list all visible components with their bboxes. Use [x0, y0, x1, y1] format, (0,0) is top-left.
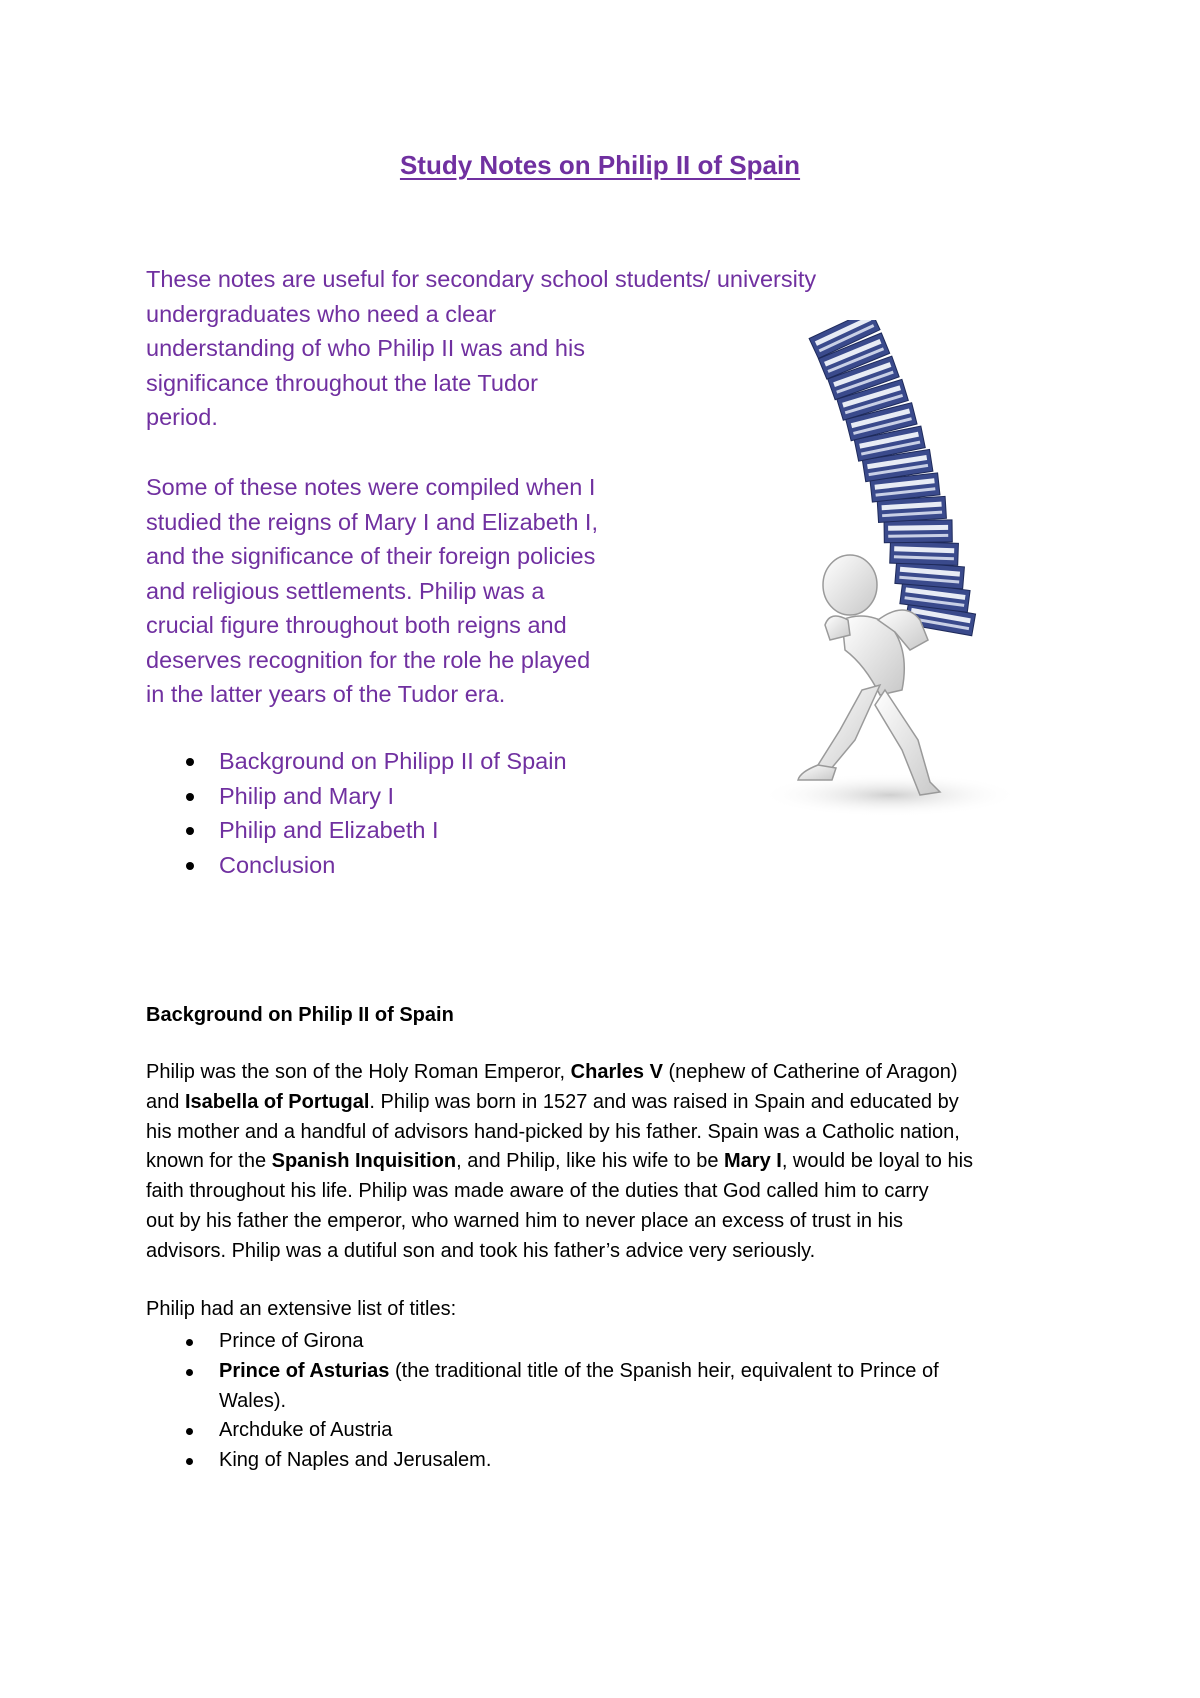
- text-run: and: [146, 1090, 185, 1113]
- titles-intro: Philip had an extensive list of titles:: [146, 1298, 457, 1320]
- text-run: . Philip was born in 1527 and was raised in Spain and educated by: [369, 1090, 959, 1113]
- bold-term: Prince of Asturias: [219, 1359, 390, 1382]
- contents-item: Philip and Mary I: [146, 779, 567, 814]
- intro-line: undergraduates who need a clear: [146, 300, 497, 327]
- bold-term: Spanish Inquisition: [271, 1150, 457, 1173]
- text-run: (the traditional title of the Spanish heir, equivalent to Prince of: [389, 1359, 939, 1382]
- text-run: (nephew of Catherine of Aragon): [662, 1061, 958, 1083]
- intro-line: period.: [146, 404, 218, 430]
- intro-line: and religious settlements. Philip was a: [146, 577, 545, 604]
- bold-term: Mary I: [724, 1150, 782, 1173]
- background-line: [146, 1177, 973, 1207]
- intro-line: These notes are useful for secondary school students/ university: [146, 266, 817, 292]
- text-run: his mother and a handful of advisors hand-picked by his father. Spain was a Catholic nation,: [146, 1120, 960, 1143]
- text-run: King of Naples and Jerusalem.: [219, 1449, 492, 1472]
- intro-line: significance throughout the late Tudor: [146, 369, 538, 396]
- text-run: Philip was the son of the Holy Roman Emperor,: [146, 1061, 571, 1083]
- contents-item: Background on Philipp II of Spain: [146, 744, 567, 779]
- background-heading: Background on Philip II of Spain: [146, 1004, 454, 1026]
- background-line: [146, 1237, 973, 1267]
- intro-line: and the significance of their foreign policies: [146, 543, 596, 569]
- text-run: , and Philip, like his wife to be: [456, 1150, 724, 1173]
- text-run: Archduke of Austria: [219, 1419, 393, 1442]
- background-line: [146, 1088, 973, 1118]
- intro-line: deserves recognition for the role he played: [146, 646, 591, 673]
- title-item: [146, 1416, 939, 1446]
- title-item: [146, 1357, 939, 1417]
- background-paragraph: [146, 1058, 973, 1267]
- background-line: [146, 1207, 973, 1237]
- bold-term: Isabella of Portugal: [184, 1090, 370, 1113]
- bold-term: Charles V: [570, 1061, 663, 1083]
- intro-line: crucial figure throughout both reigns and: [146, 612, 567, 638]
- intro-line: studied the reigns of Mary I and Elizabeth I,: [146, 508, 598, 535]
- text-run: known for the: [146, 1150, 272, 1173]
- text-run: , would be loyal to his: [781, 1150, 974, 1173]
- background-line: [146, 1058, 973, 1088]
- figure-carrying-book-stack-icon: [770, 320, 1030, 880]
- intro-line: in the latter years of the Tudor era.: [146, 681, 506, 707]
- intro-paragraph-2: [146, 470, 598, 712]
- contents-list: [146, 744, 567, 882]
- text-run: faith throughout his life. Philip was made aware of the duties that God called him to carry: [146, 1180, 929, 1203]
- page-title: Study Notes on Philip II of Spain: [399, 150, 801, 180]
- contents-item: Philip and Elizabeth I: [146, 813, 567, 848]
- text-run: Wales).: [219, 1389, 287, 1412]
- title-item: [146, 1446, 939, 1476]
- intro-line: Some of these notes were compiled when I: [146, 474, 596, 500]
- contents-item: Conclusion: [146, 848, 567, 883]
- title-item: [146, 1327, 939, 1357]
- text-run: advisors. Philip was a dutiful son and took his father’s advice very seriously.: [146, 1239, 816, 1262]
- titles-list: [146, 1327, 939, 1476]
- intro-paragraph-1: [146, 262, 816, 435]
- text-run: out by his father the emperor, who warned him to never place an excess of trust in his: [146, 1209, 904, 1232]
- background-line: [146, 1118, 973, 1148]
- intro-line: understanding of who Philip II was and his: [146, 335, 585, 361]
- background-line: [146, 1147, 973, 1177]
- text-run: Prince of Girona: [219, 1330, 364, 1352]
